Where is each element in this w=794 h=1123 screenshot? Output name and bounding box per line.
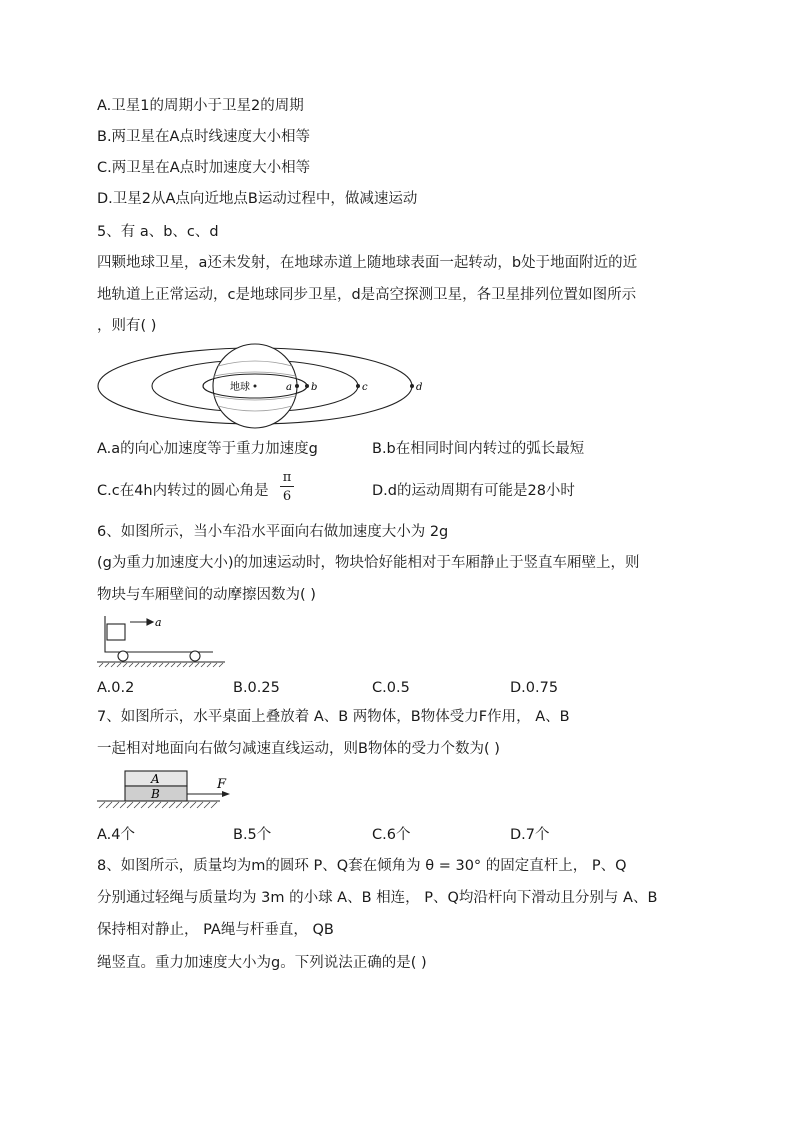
- q6-line-2: (g为重力加速度大小)的加速运动时，物块恰好能相对于车厢静止于竖直车厢壁上，则: [97, 555, 640, 571]
- earth-center-dot: [254, 385, 257, 388]
- q8-line-3: 保持相对静止， PA绳与杆垂直， QB: [97, 922, 334, 938]
- satellite-d-dot: [410, 384, 414, 388]
- stacked-blocks-diagram: [95, 768, 240, 816]
- q6-option-b: B.0.25: [233, 680, 280, 696]
- force-f-label: F: [217, 777, 227, 792]
- satellite-orbit-diagram: [90, 340, 430, 435]
- q5-option-c-denominator: 6: [282, 489, 292, 504]
- satellite-b-dot: [305, 384, 309, 388]
- satellite-a-label: a: [286, 382, 292, 393]
- q6-option-a: A.0.2: [97, 680, 135, 696]
- q7-option-b: B.5个: [233, 827, 272, 843]
- q6-option-d: D.0.75: [510, 680, 559, 696]
- q8-line-4: 绳竖直。重力加速度大小为g。下列说法正确的是( ): [97, 955, 427, 971]
- q5-option-b: B.b在相同时间内转过的弧长最短: [372, 441, 585, 457]
- block-b-label: B: [151, 787, 160, 801]
- q7-option-d: D.7个: [510, 827, 550, 843]
- q4-option-a: A.卫星1的周期小于卫星2的周期: [97, 98, 304, 114]
- q5-option-a: A.a的向心加速度等于重力加速度g: [97, 441, 318, 457]
- q7-option-c: C.6个: [372, 827, 411, 843]
- q4-option-c: C.两卫星在A点时加速度大小相等: [97, 160, 311, 176]
- q5-title: 5、有 a、b、c、d: [97, 224, 219, 240]
- satellite-c-dot: [356, 384, 360, 388]
- q5-option-d: D.d的运动周期有可能是28小时: [372, 483, 575, 499]
- q5-body-line-3: ，则有( ): [97, 318, 157, 334]
- q4-option-b: B.两卫星在A点时线速度大小相等: [97, 129, 310, 145]
- cart-block-diagram: [95, 612, 230, 670]
- q7-option-a: A.4个: [97, 827, 135, 843]
- q6-line-3: 物块与车厢壁间的动摩擦因数为( ): [97, 587, 316, 603]
- q5-body-line-1: 四颗地球卫星，a还未发射，在地球赤道上随地球表面一起转动，b处于地面附近的近: [97, 255, 638, 271]
- q4-option-d: D.卫星2从A点向近地点B运动过程中，做减速运动: [97, 191, 418, 207]
- block-a-label: A: [151, 772, 160, 786]
- q8-line-2: 分别通过轻绳与质量均为 3m 的小球 A、B 相连， P、Q均沿杆向下滑动且分别与 A、B: [97, 890, 658, 906]
- q7-line-1: 7、如图所示，水平桌面上叠放着 A、B 两物体，B物体受力F作用， A、B: [97, 709, 570, 725]
- q7-line-2: 一起相对地面向右做匀减速直线运动，则B物体的受力个数为( ): [97, 741, 500, 757]
- q5-body-line-2: 地轨道上正常运动，c是地球同步卫星，d是高空探测卫星，各卫星排列位置如图所示: [97, 287, 637, 303]
- satellite-d-label: d: [416, 382, 423, 393]
- satellite-a-dot: [295, 384, 299, 388]
- q5-option-c: C.c在4h内转过的圆心角是: [97, 483, 269, 499]
- q6-option-c: C.0.5: [372, 680, 410, 696]
- q5-option-c-numerator: π: [280, 470, 294, 487]
- q6-line-1: 6、如图所示，当小车沿水平面向右做加速度大小为 2g: [97, 524, 449, 540]
- acceleration-label: a: [155, 616, 162, 629]
- satellite-c-label: c: [362, 382, 368, 393]
- earth-label: 地球: [230, 382, 250, 393]
- q8-line-1: 8、如图所示，质量均为m的圆环 P、Q套在倾角为 θ = 30° 的固定直杆上， P、Q: [97, 858, 627, 874]
- satellite-b-label: b: [311, 382, 318, 393]
